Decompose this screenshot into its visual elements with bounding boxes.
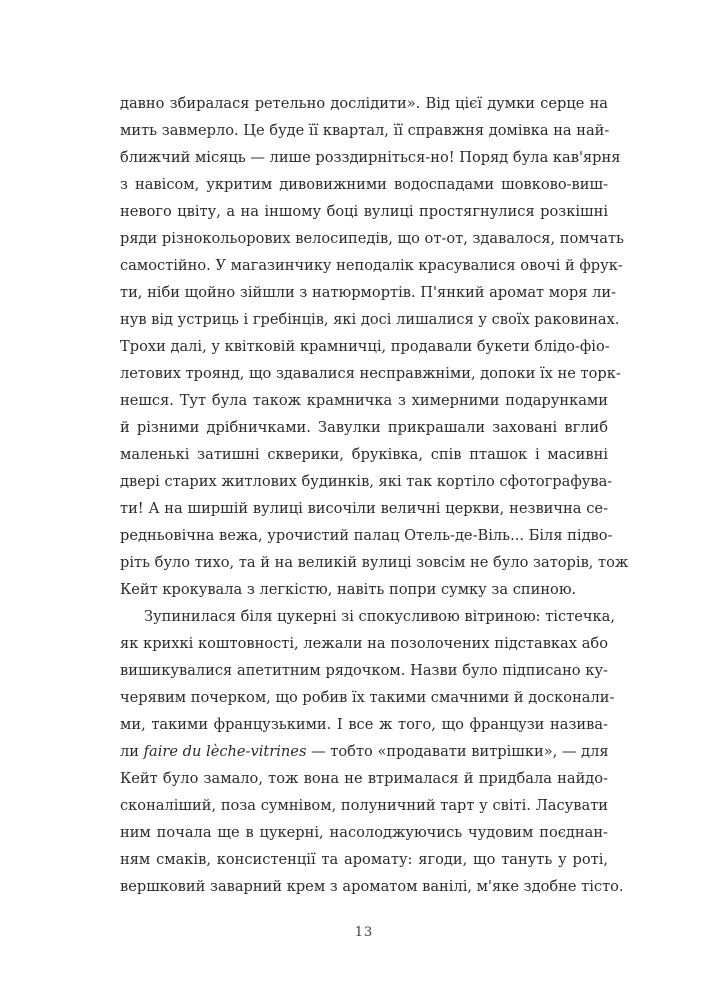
text-line: нув від устриць і гребінців, які досі лишалися у своїх раковинах. — [120, 311, 620, 328]
text-line: невого цвіту, а на іншому боці вулиці простягнулися розкішні — [120, 203, 608, 220]
text-line: летових троянд, що здавалися несправжніми, допоки їх не торк- — [120, 365, 621, 382]
text-line: ням смаків, консистенції та аромату: ягоди, що тануть у роті, — [120, 851, 608, 868]
text-line: Кейт крокувала з легкістю, навіть попри сумку за спиною. — [120, 581, 577, 598]
text-line: ближчий місяць — лише розздирніться-но! Поряд була кав'ярня — [120, 149, 621, 166]
text-line: самостійно. У магазинчику неподалік красувалися овочі й фрук- — [120, 257, 623, 274]
text-line: давно збиралася ретельно дослідити». Від цієї думки серце на — [120, 95, 608, 112]
text-line: вишикувалися апетитним рядочком. Назви було підписано ку- — [120, 662, 608, 679]
text-line: Кейт було замало, тож вона не втрималася й придбала найдо- — [120, 770, 608, 787]
text-line: редньовічна вежа, урочистий палац Отель-де-Віль... Біля підво- — [120, 527, 613, 544]
text-line: ріть було тихо, та й на великій вулиці зовсім не було заторів, тож — [120, 554, 629, 571]
text-line: вершковий заварний крем з ароматом ванілі, м'яке здобне тісто. — [120, 878, 624, 895]
text-line: маленькі затишні скверики, бруківка, спів пташок і масивні — [120, 446, 608, 463]
text-line: ти, ніби щойно зійшли з натюрмортів. П'янкий аромат моря ли- — [120, 284, 617, 301]
text-line: ми, такими французькими. І все ж того, що французи назива- — [120, 716, 608, 733]
text-line: з навісом, укритим дивовижними водоспадами шовково-виш- — [120, 176, 608, 193]
text-line: сконаліший, поза сумнівом, полуничний тарт у світі. Ласувати — [120, 797, 608, 814]
text-line: нешся. Тут була також крамничка з химерними подарунками — [120, 392, 608, 409]
text-line-with-italic — [120, 738, 608, 765]
text-line: Трохи далі, у квітковій крамничці, продавали букети блідо-фіо- — [120, 338, 610, 355]
text-line: ряди різнокольорових велосипедів, що от-от, здавалося, помчать — [120, 230, 624, 247]
body-text — [120, 90, 629, 900]
text-line: й різними дрібничками. Завулки прикрашали заховані вглиб — [120, 419, 608, 436]
text-line: Зупинилася біля цукерні зі спокусливою вітриною: тістечка, — [144, 608, 615, 625]
text-line: черявим почерком, що робив їх такими смачними й досконали- — [120, 689, 615, 706]
text-fragment: ли — [120, 743, 139, 760]
text-line: як крихкі коштовності, лежали на позолочених підставках або — [120, 635, 608, 652]
text-line: мить завмерло. Це буде її квартал, її справжня домівка на най- — [120, 122, 610, 139]
text-line: ним почала ще в цукерні, насолоджуючись чудовим поєднан- — [120, 824, 608, 841]
text-line: ти! А на ширшій вулиці височіли величні церкви, незвична се- — [120, 500, 608, 517]
text-line: двері старих житлових будинків, які так кортіло сфотографува- — [120, 473, 613, 490]
page-number: 13 — [354, 925, 374, 940]
text-fragment: — тобто «продавати витрішки», — для — [311, 743, 609, 760]
italic-phrase: faire du lèche-vitrines — [143, 743, 307, 760]
